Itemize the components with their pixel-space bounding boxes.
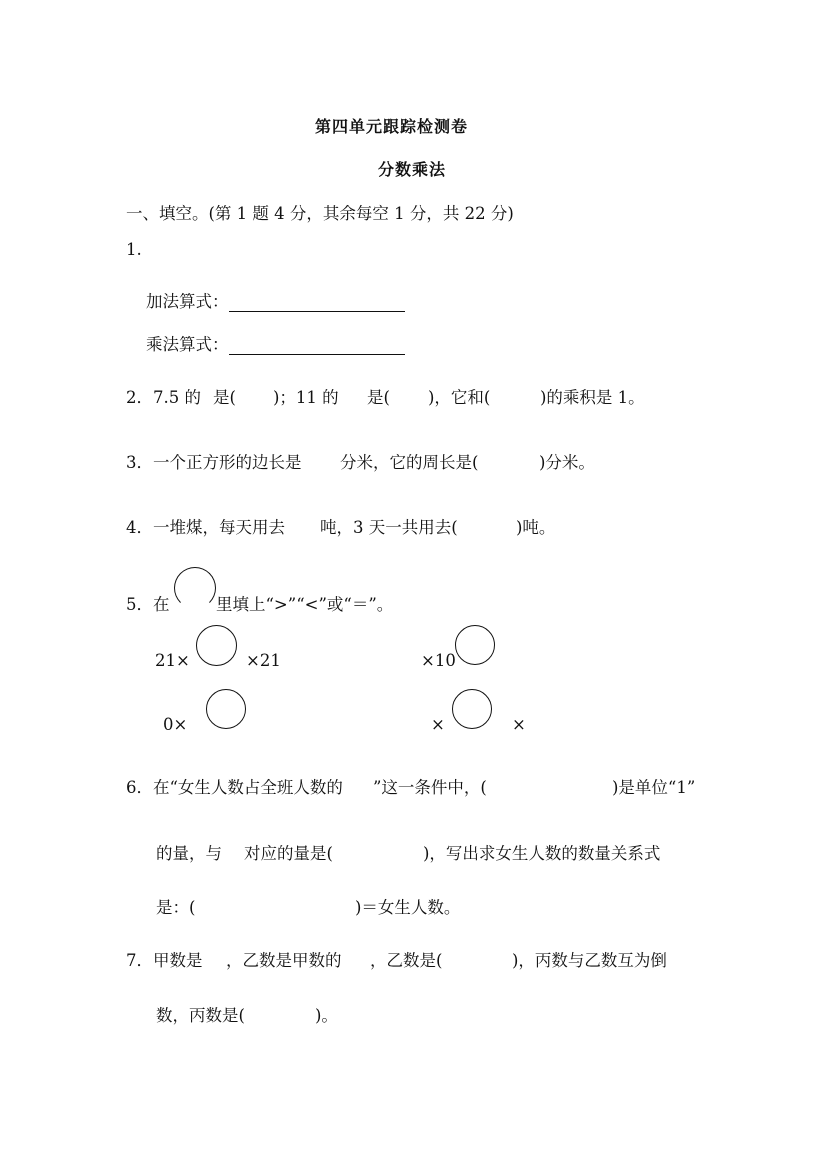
q7-line2-b: )。: [315, 1006, 338, 1025]
q5-r1-compare-circle-1[interactable]: [196, 625, 237, 666]
q5-r2-compare-circle-1[interactable]: [206, 689, 246, 729]
q2-text-f: )的乘积是 1。: [540, 388, 645, 407]
q2-text-b: 是(: [213, 388, 236, 407]
q1-mul-label: 乘法算式：: [146, 335, 229, 354]
q3-text-b: 分米，它的周长是(: [340, 453, 479, 472]
q6-line3-a: 是：(: [156, 898, 196, 917]
q4-text-b: 吨，3 天一共用去(: [320, 518, 458, 537]
q5-example-circle: [174, 567, 216, 609]
q5-r2-left: 0×: [163, 715, 188, 734]
q5-r1-compare-circle-2[interactable]: [455, 625, 495, 665]
q6-line1-b: ”这一条件中，(: [373, 778, 487, 797]
q1-mul-answer-blank[interactable]: [229, 336, 405, 355]
q7-line1-d: )，丙数与乙数互为倒: [512, 951, 667, 970]
q2-text-c: )；11 的: [273, 388, 339, 407]
q1-mul-row: [146, 331, 405, 355]
q7-line2-a: 数，丙数是(: [156, 1006, 245, 1025]
q5-r1-expr: ×10: [421, 651, 456, 670]
q5-text-b: 里填上“>”“<”或“＝”。: [216, 595, 394, 614]
q6-line1-a: 6．在“女生人数占全班人数的: [126, 778, 343, 797]
q3-text-a: 3．一个正方形的边长是: [126, 453, 302, 472]
q1-add-answer-blank[interactable]: [229, 293, 405, 312]
page-subtitle: 分数乘法: [378, 160, 447, 179]
q5-r1-left: 21×: [155, 651, 190, 670]
q7-line1-b: ，乙数是甲数的: [226, 951, 342, 970]
q2-text-a: 2．7.5 的: [126, 388, 201, 407]
q6-line3-b: )＝女生人数。: [355, 898, 461, 917]
section-heading: 一、填空。(第 1 题 4 分，其余每空 1 分，共 22 分): [126, 204, 514, 223]
q2-text-e: )，它和(: [428, 388, 491, 407]
q2-text-d: 是(: [367, 388, 390, 407]
q6-line2-b: 对应的量是(: [244, 844, 333, 863]
q5-r2-expr-right: ×: [512, 715, 526, 734]
q6-line1-c: )是单位“1”: [612, 778, 696, 797]
q4-text-a: 4．一堆煤，每天用去: [126, 518, 285, 537]
q5-r2-expr-left: ×: [431, 715, 445, 734]
q6-line2-c: )，写出求女生人数的数量关系式: [423, 844, 661, 863]
q1-add-label: 加法算式：: [146, 292, 229, 311]
q7-line1-a: 7．甲数是: [126, 951, 203, 970]
q6-line2-a: 的量，与: [156, 844, 222, 863]
q3-text-c: )分米。: [539, 453, 595, 472]
q5-r1-right: ×21: [246, 651, 281, 670]
q5-r2-compare-circle-2[interactable]: [452, 689, 492, 729]
page-title: 第四单元跟踪检测卷: [315, 117, 469, 136]
q7-line1-c: ，乙数是(: [370, 951, 443, 970]
q4-text-c: )吨。: [516, 518, 556, 537]
q5-text-a: 5．在: [126, 595, 170, 614]
q1-add-row: [146, 288, 405, 312]
q1-number: 1.: [126, 240, 142, 259]
